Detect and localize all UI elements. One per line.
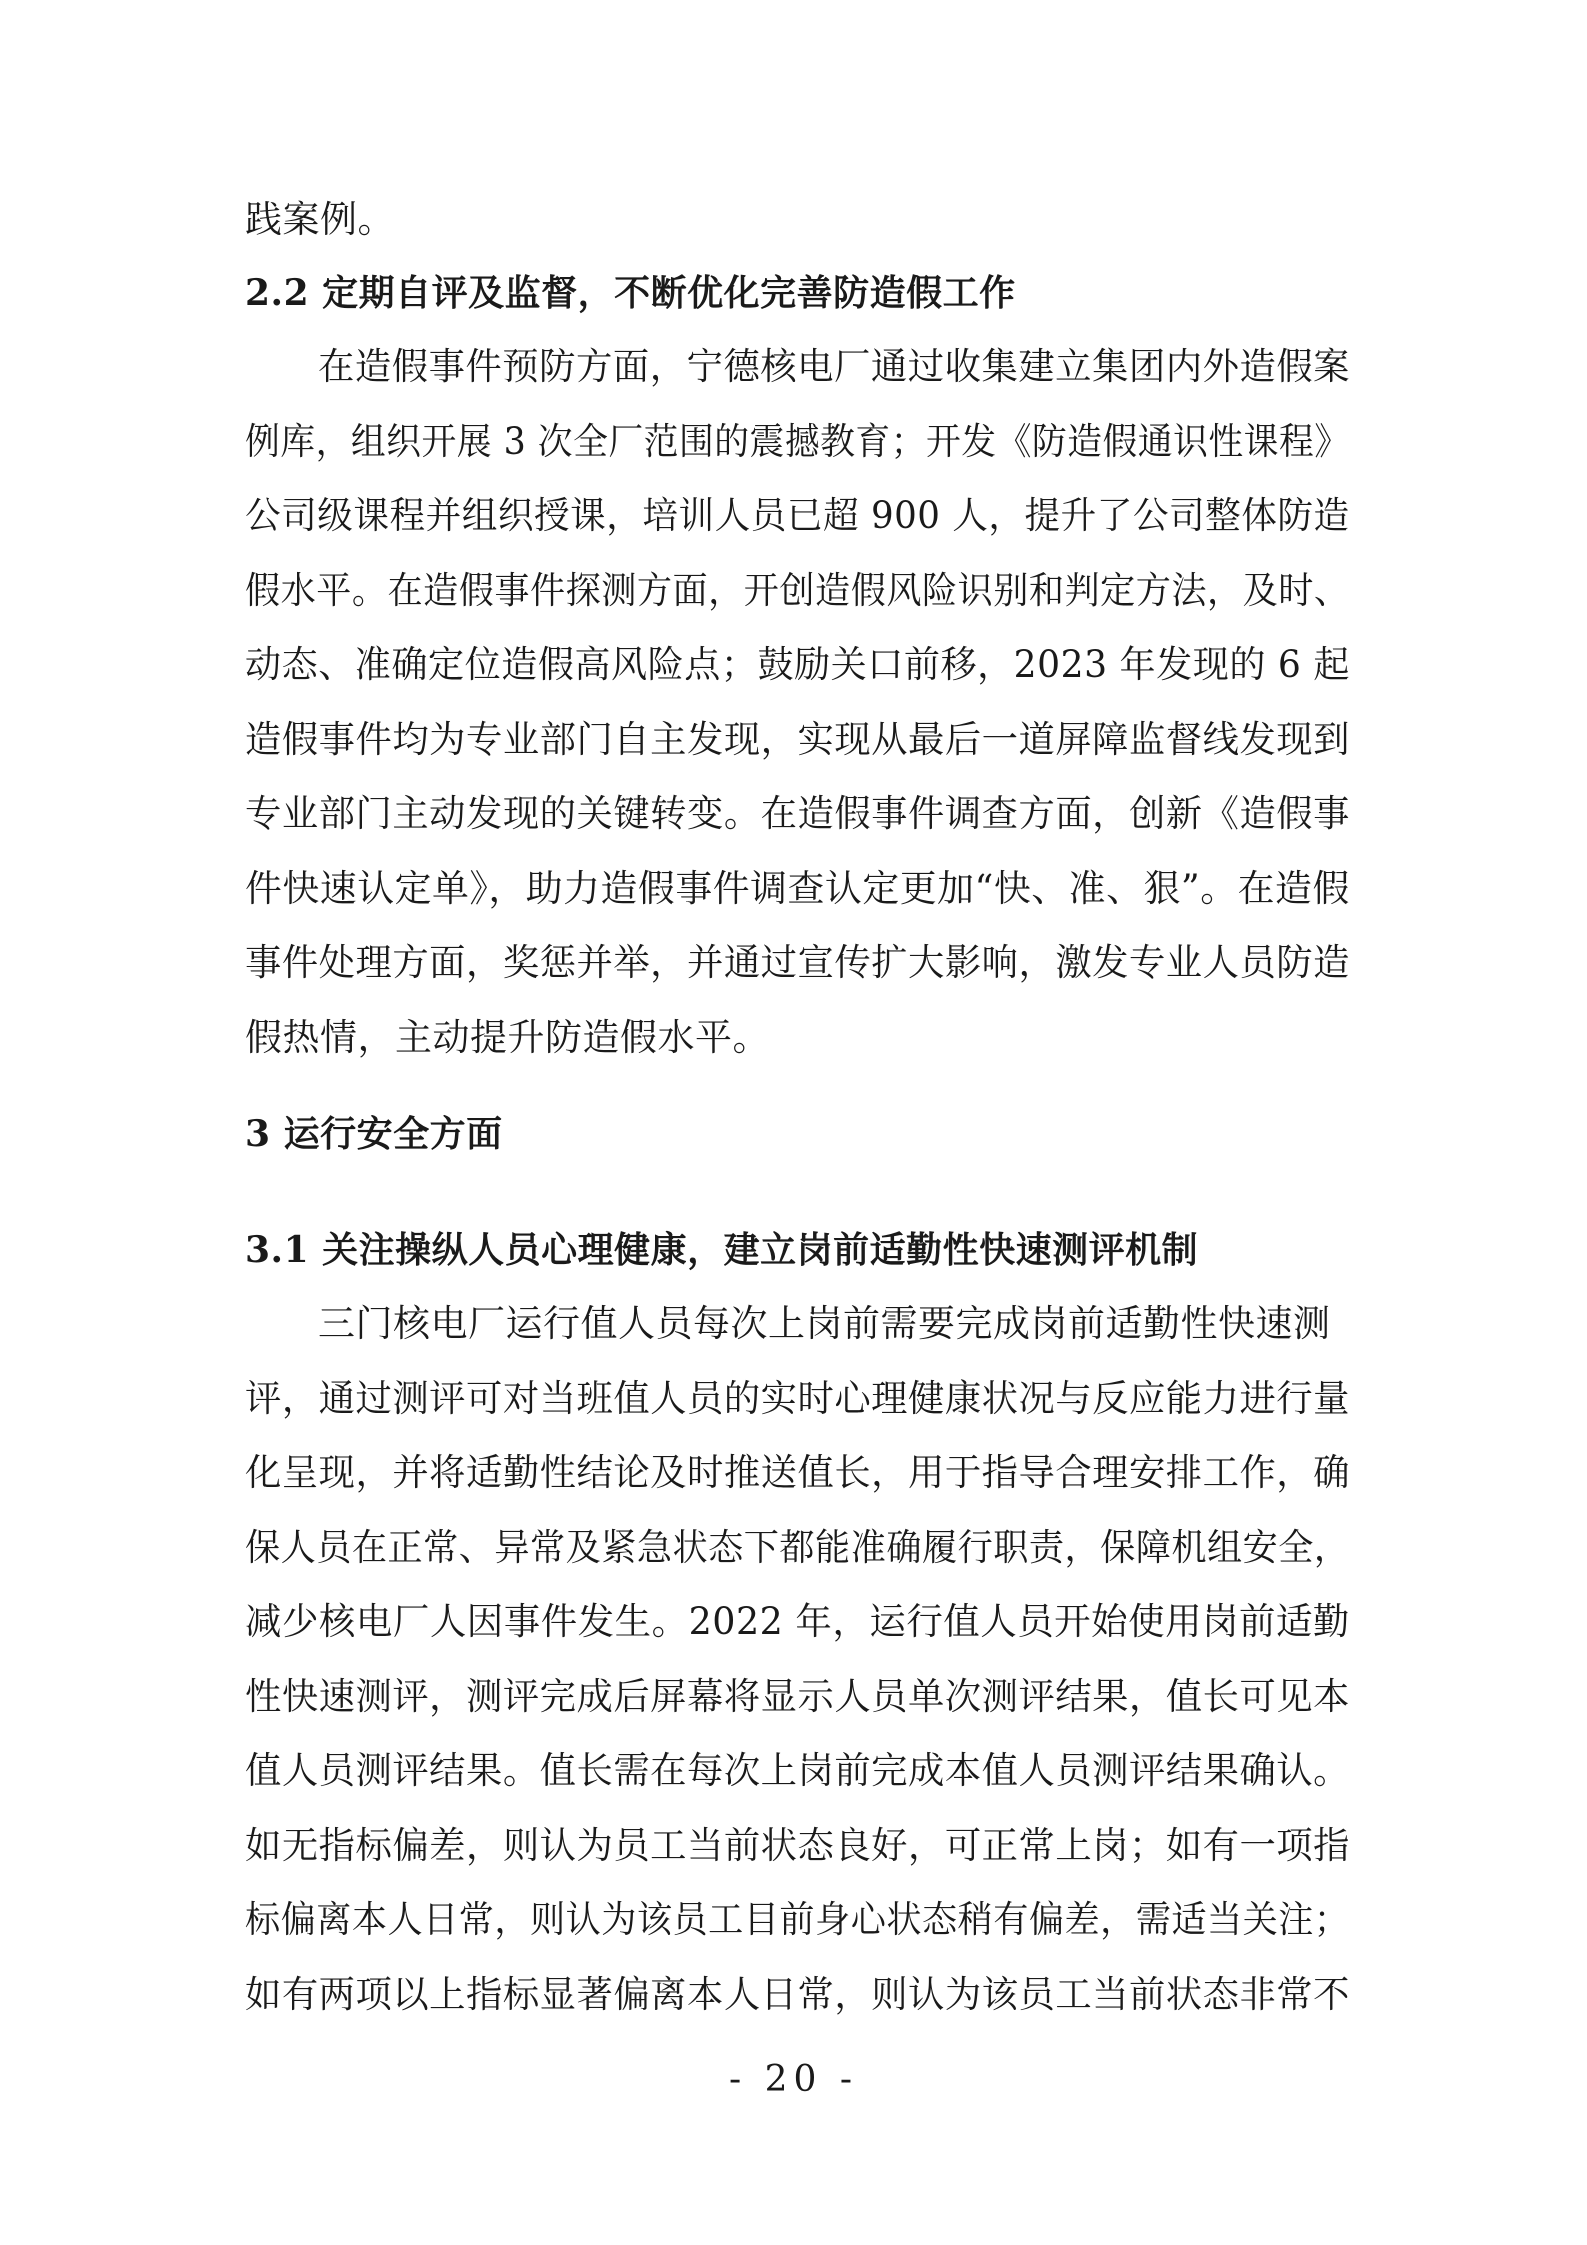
carry-over-line: 践案例。 (245, 198, 395, 241)
paragraph-line: 值人员测评结果。值长需在每次上岗前完成本值人员测评结果确认。 (245, 1749, 1350, 1792)
paragraph-line: 件快速认定单》，助力造假事件调查认定更加“快、准、狠”。在造假 (245, 867, 1350, 910)
paragraph-line: 保人员在正常、异常及紧急状态下都能准确履行职责，保障机组安全， (245, 1526, 1350, 1569)
paragraph-line: 性快速测评，测评完成后屏幕将显示人员单次测评结果，值长可见本 (245, 1675, 1350, 1718)
paragraph-line: 减少核电厂人因事件发生。2022 年，运行值人员开始使用岗前适勤 (245, 1600, 1350, 1643)
paragraph-line: 动态、准确定位造假高风险点；鼓励关口前移，2023 年发现的 6 起 (245, 643, 1350, 686)
paragraph-line: 标偏离本人日常，则认为该员工目前身心状态稍有偏差，需适当关注； (245, 1898, 1350, 1941)
paragraph-line: 在造假事件预防方面，宁德核电厂通过收集建立集团内外造假案 (318, 345, 1351, 388)
paragraph-line: 事件处理方面，奖惩并举，并通过宣传扩大影响，激发专业人员防造 (245, 941, 1350, 984)
section-3-heading: 3 运行安全方面 (245, 1113, 503, 1155)
page-number: - 20 - (728, 2059, 859, 2100)
section-2-2-heading: 2.2 定期自评及监督，不断优化完善防造假工作 (245, 272, 1016, 314)
paragraph-line: 假水平。在造假事件探测方面，开创造假风险识别和判定方法，及时、 (245, 569, 1350, 612)
paragraph-line: 造假事件均为专业部门自主发现，实现从最后一道屏障监督线发现到 (245, 718, 1350, 761)
section-3-1-heading: 3.1 关注操纵人员心理健康，建立岗前适勤性快速测评机制 (245, 1229, 1199, 1271)
paragraph-line: 化呈现，并将适勤性结论及时推送值长，用于指导合理安排工作，确 (245, 1451, 1350, 1494)
paragraph-line: 评，通过测评可对当班值人员的实时心理健康状况与反应能力进行量 (245, 1377, 1350, 1420)
paragraph-line: 公司级课程并组织授课，培训人员已超 900 人，提升了公司整体防造 (245, 494, 1350, 537)
paragraph-line: 假热情，主动提升防造假水平。 (245, 1016, 770, 1059)
paragraph-line: 例库，组织开展 3 次全厂范围的震撼教育；开发《防造假通识性课程》 (245, 420, 1350, 463)
paragraph-line: 专业部门主动发现的关键转变。在造假事件调查方面，创新《造假事 (245, 792, 1350, 835)
paragraph-line: 三门核电厂运行值人员每次上岗前需要完成岗前适勤性快速测 (318, 1302, 1331, 1345)
paragraph-line: 如有两项以上指标显著偏离本人日常，则认为该员工当前状态非常不 (245, 1973, 1350, 2016)
paragraph-line: 如无指标偏差，则认为员工当前状态良好，可正常上岗；如有一项指 (245, 1824, 1350, 1867)
